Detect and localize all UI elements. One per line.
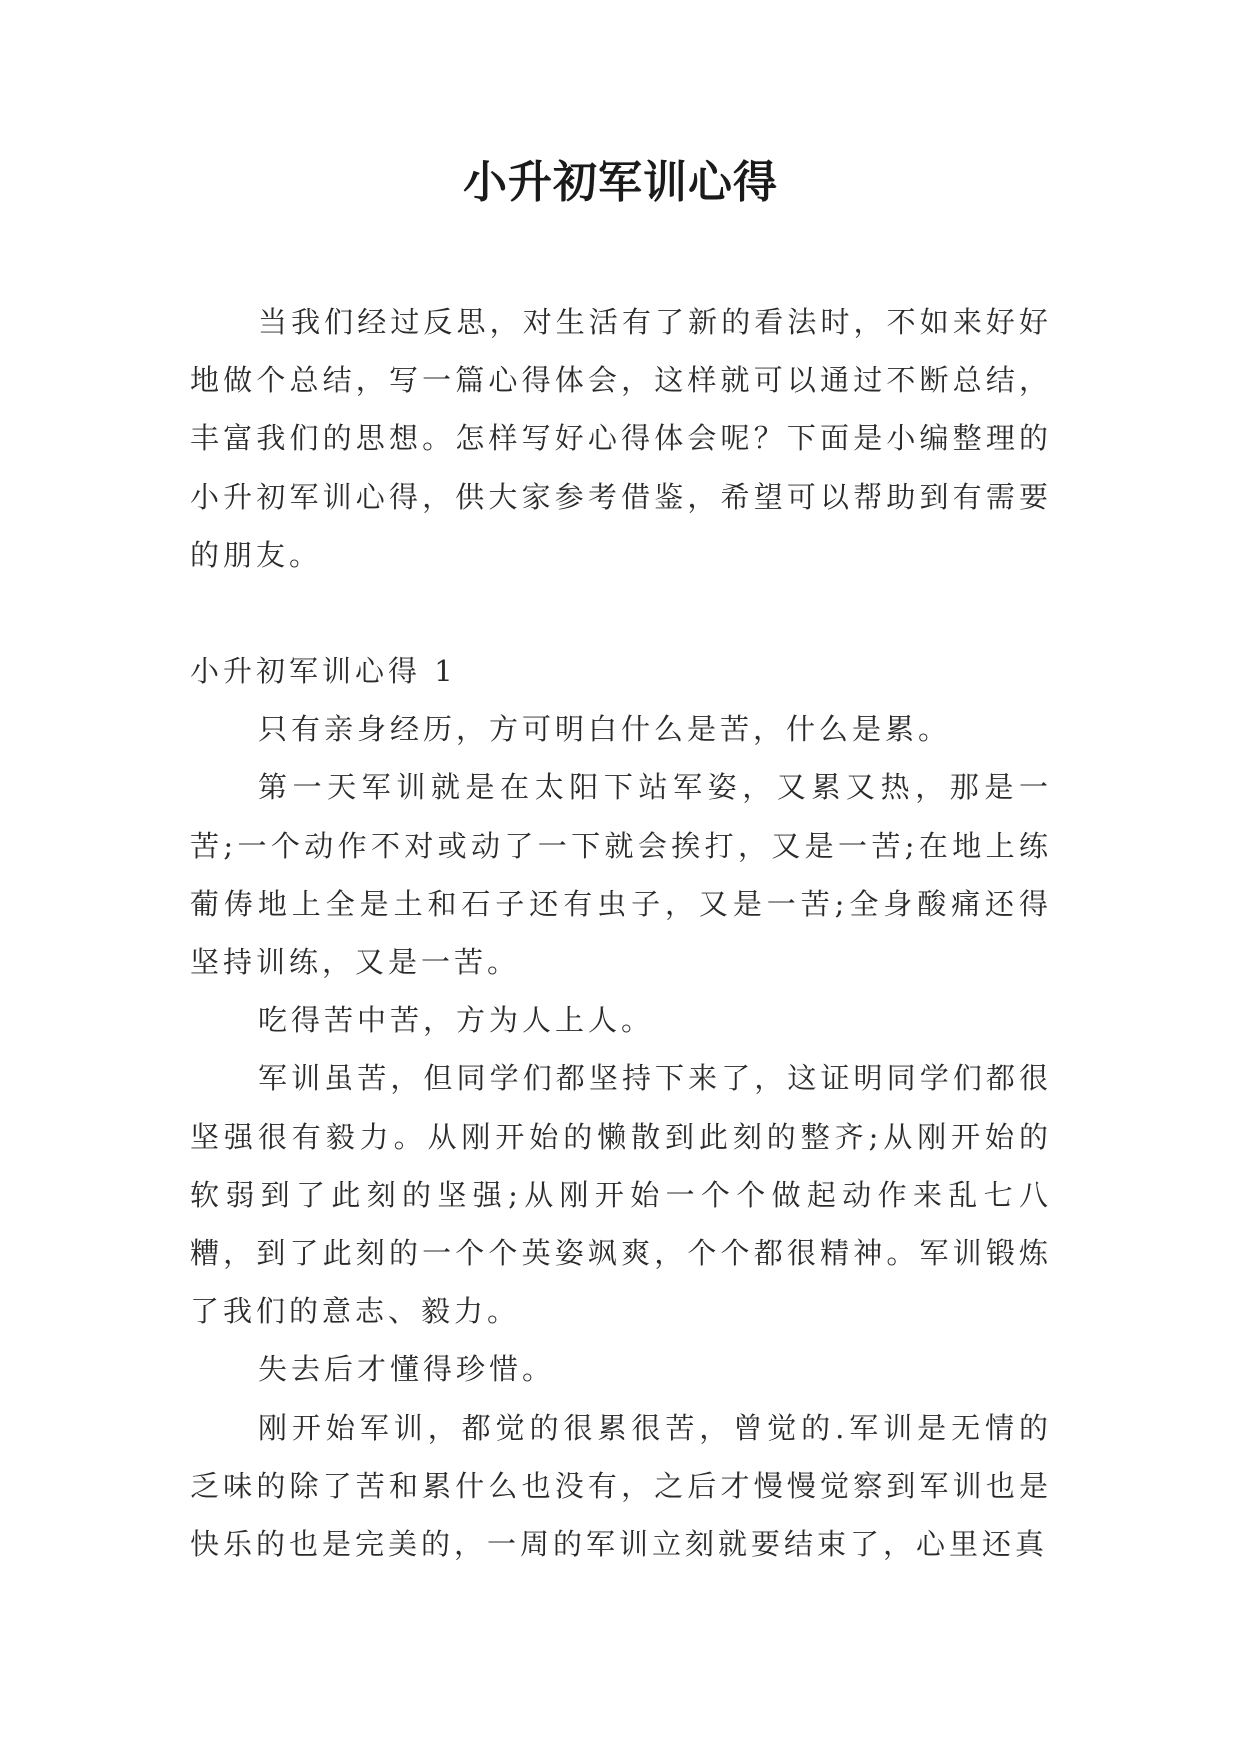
body-paragraph: 吃得苦中苦，方为人上人。 bbox=[258, 1003, 655, 1038]
section-heading: 小升初军训心得 1 bbox=[190, 654, 457, 689]
body-paragraph: 军训虽苦，但同学们都坚持下来了，这证明同学们都很坚强很有毅力。从刚开始的懒散到此刻的整齐;从刚开始的软弱到了此刻的坚强;从刚开始一个个做起动作来乱七八糟，到了此刻的一个个英姿飒爽，个个都很精神。军训锻炼了我们的意志、毅力。 bbox=[190, 1061, 1052, 1329]
document-body bbox=[190, 293, 1052, 1573]
body-paragraph: 第一天军训就是在太阳下站军姿，又累又热，那是一苦;一个动作不对或动了一下就会挨打，又是一苦;在地上练葡俦地上全是土和石子还有虫子，又是一苦;全身酸痛还得坚持训练，又是一苦。 bbox=[190, 770, 1052, 980]
intro-paragraph: 当我们经过反思，对生活有了新的看法时，不如来好好地做个总结，写一篇心得体会，这样就可以通过不断总结，丰富我们的思想。怎样写好心得体会呢？下面是小编整理的小升初军训心得，供大家参考借鉴，希望可以帮助到有需要的朋友。 bbox=[190, 305, 1052, 572]
body-paragraph: 刚开始军训，都觉的很累很苦，曾觉的.军训是无情的乏味的除了苦和累什么也没有，之后才慢慢觉察到军训也是快乐的也是完美的，一周的军训立刻就要结束了，心里还真 bbox=[190, 1410, 1052, 1562]
body-paragraph: 只有亲身经历，方可明白什么是苦，什么是累。 bbox=[258, 712, 952, 747]
document-title: 小升初军训心得 bbox=[463, 157, 778, 208]
body-paragraph: 失去后才懂得珍惜。 bbox=[258, 1352, 556, 1387]
